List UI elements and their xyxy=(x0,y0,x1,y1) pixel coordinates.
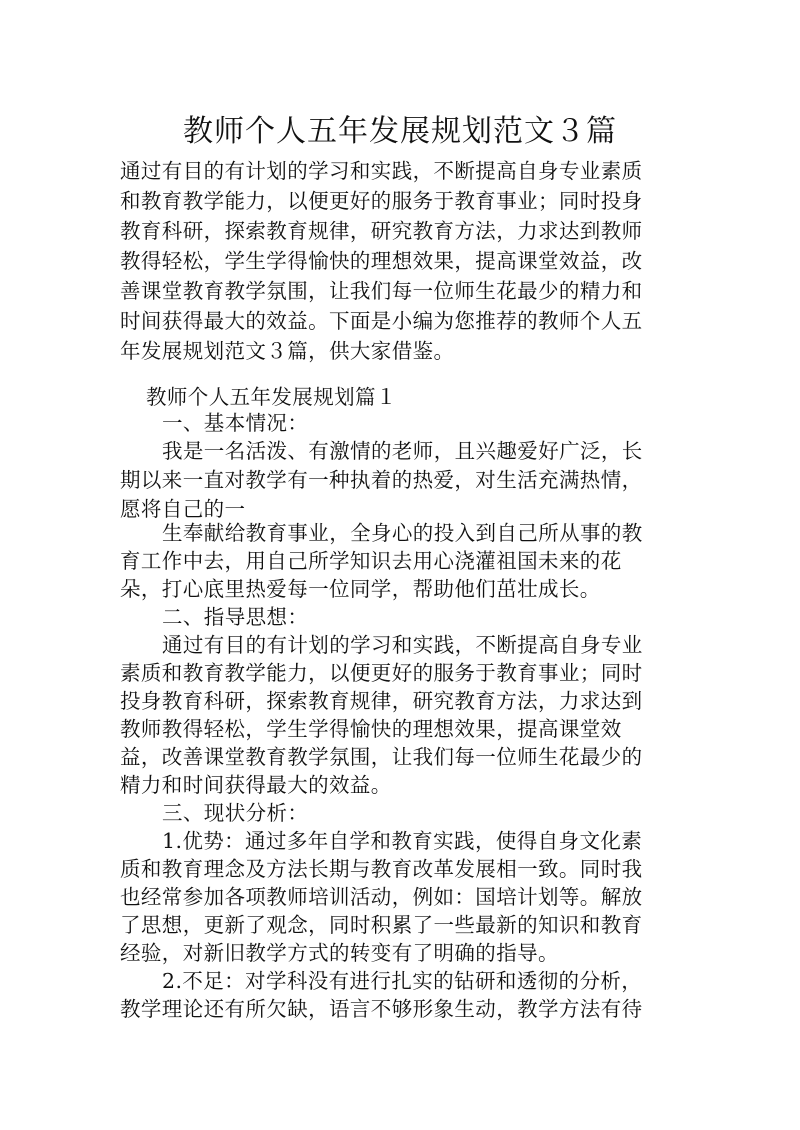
intro-line: 时间获得最大的效益。下面是小编为您推荐的教师个人五 xyxy=(120,309,643,333)
paragraph-line: 质和教育理念及方法长期与教育改革发展相一致。同时我 xyxy=(120,857,643,881)
paragraph-line: 期以来一直对教学有一种执着的热爱，对生活充满热情， xyxy=(120,468,643,492)
heading-status-analysis: 三、现状分析： xyxy=(162,801,309,825)
paragraph-line: 育工作中去，用自己所学知识去用心浇灌祖国未来的花 xyxy=(120,549,622,573)
heading-guiding-ideology: 二、指导思想： xyxy=(162,605,309,629)
intro-line: 善课堂教育教学氛围，让我们每一位师生花最少的精力和 xyxy=(120,279,643,303)
paragraph-line: 愿将自己的一 xyxy=(120,497,246,521)
paragraph-line: 朵，打心底里热爱每一位同学，帮助他们茁壮成长。 xyxy=(120,577,601,601)
intro-line: 和教育教学能力，以便更好的服务于教育事业；同时投身 xyxy=(120,189,643,213)
paragraph-line: 教师教得轻松，学生学得愉快的理想效果，提高课堂效 xyxy=(120,717,622,741)
paragraph-line: 素质和教育教学能力，以便更好的服务于教育事业；同时 xyxy=(120,661,643,685)
paragraph-line: 益，改善课堂教育教学氛围，让我们每一位师生花最少的 xyxy=(120,745,643,769)
paragraph-line: 1.优势：通过多年自学和教育实践，使得自身文化素 xyxy=(162,829,643,853)
paragraph-line: 精力和时间获得最大的效益。 xyxy=(120,773,392,797)
paragraph-line: 通过有目的有计划的学习和实践，不断提高自身专业 xyxy=(162,633,643,657)
paragraph-line: 教学理论还有所欠缺，语言不够形象生动，教学方法有待 xyxy=(120,997,643,1021)
document-title: 教师个人五年发展规划范文３篇 xyxy=(183,114,617,149)
heading-basic-situation: 一、基本情况： xyxy=(162,411,309,435)
paragraph-line: 也经常参加各项教师培训活动，例如：国培计划等。解放 xyxy=(120,885,643,909)
paragraph-line: 经验，对新旧教学方式的转变有了明确的指导。 xyxy=(120,941,559,965)
intro-line: 通过有目的有计划的学习和实践，不断提高自身专业素质 xyxy=(120,159,643,183)
paragraph-line: 投身教育科研，探索教育规律，研究教育方法，力求达到 xyxy=(120,689,643,713)
paragraph-line: 了思想，更新了观念，同时积累了一些最新的知识和教育 xyxy=(120,913,643,937)
paragraph-line: 生奉献给教育事业，全身心的投入到自己所从事的教 xyxy=(162,521,643,545)
intro-line: 教得轻松，学生学得愉快的理想效果，提高课堂效益，改 xyxy=(120,249,643,273)
intro-line: 教育科研，探索教育规律，研究教育方法，力求达到教师 xyxy=(120,219,643,243)
paragraph-line: 2.不足：对学科没有进行扎实的钻研和透彻的分析， xyxy=(162,969,643,993)
intro-line: 年发展规划范文３篇，供大家借鉴。 xyxy=(120,339,455,363)
paragraph-line: 我是一名活泼、有激情的老师，且兴趣爱好广泛，长 xyxy=(162,439,643,463)
section-title: 教师个人五年发展规划篇１ xyxy=(146,385,397,409)
